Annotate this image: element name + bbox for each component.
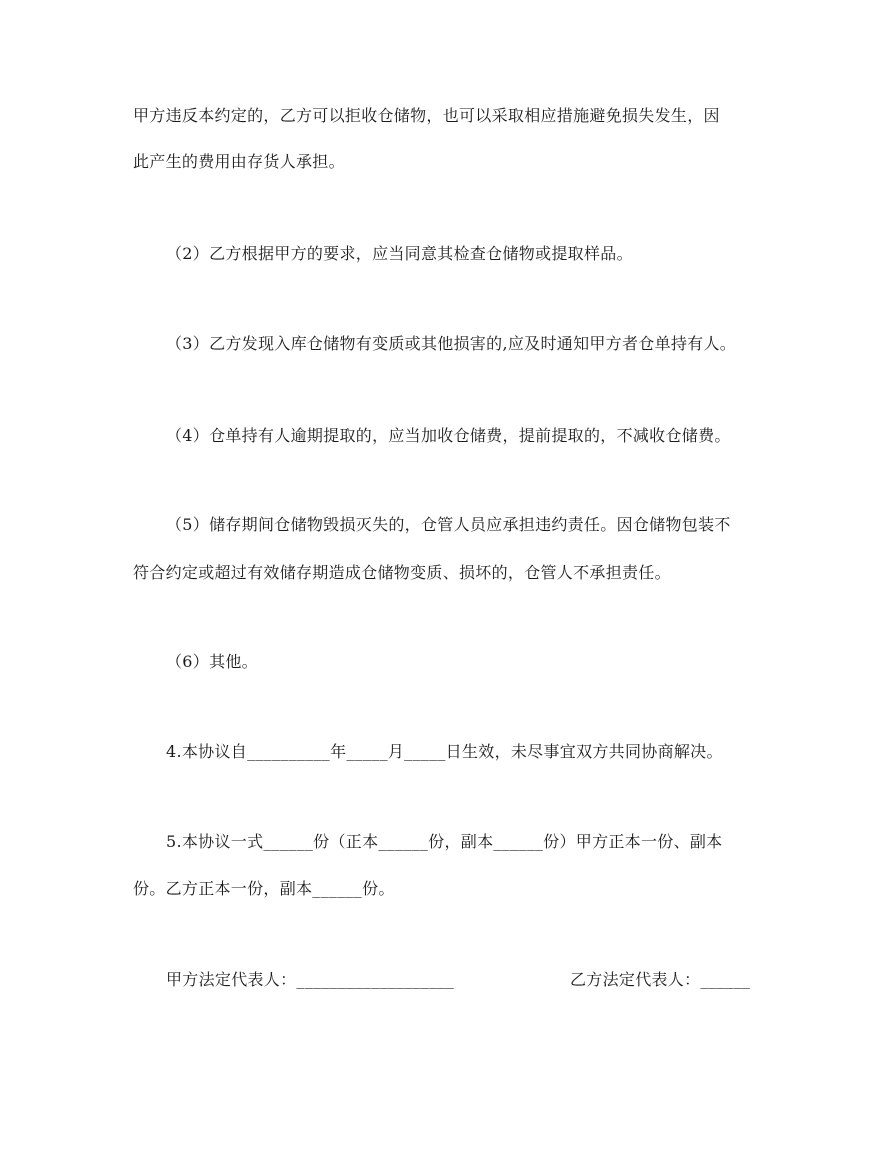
- party-a-signature: 甲方法定代表人：___________________: [166, 970, 455, 989]
- party-b-signature: 乙方法定代表人：______: [570, 970, 751, 989]
- clause-text-line: 此产生的费用由存货人承担。: [133, 152, 345, 171]
- clause-item-3: （3）乙方发现入库仓储物有变质或其他损害的,应及时通知甲方者仓单持有人。: [166, 334, 737, 353]
- article-5-continued: 份。乙方正本一份，副本______份。: [133, 879, 395, 898]
- clause-item-2: （2）乙方根据甲方的要求，应当同意其检查仓储物或提取样品。: [166, 244, 633, 263]
- article-4: 4.本协议自__________年_____月_____日生效，未尽事宜双方共同协商解决。: [166, 742, 723, 761]
- clause-item-5: （5）储存期间仓储物毁损灭失的，仓管人员应承担违约责任。因仓储物包装不: [166, 515, 731, 534]
- clause-item-6: （6）其他。: [166, 652, 258, 671]
- clause-text-line: 甲方违反本约定的，乙方可以拒收仓储物，也可以采取相应措施避免损失发生，因: [133, 106, 720, 125]
- clause-item-5-continued: 符合约定或超过有效储存期造成仓储物变质、损坏的，仓管人不承担责任。: [133, 563, 671, 582]
- clause-item-4: （4）仓单持有人逾期提取的，应当加收仓储费，提前提取的，不减收仓储费。: [166, 426, 731, 445]
- article-5: 5.本协议一式______份（正本______份，副本______份）甲方正本一份、副本: [166, 832, 723, 851]
